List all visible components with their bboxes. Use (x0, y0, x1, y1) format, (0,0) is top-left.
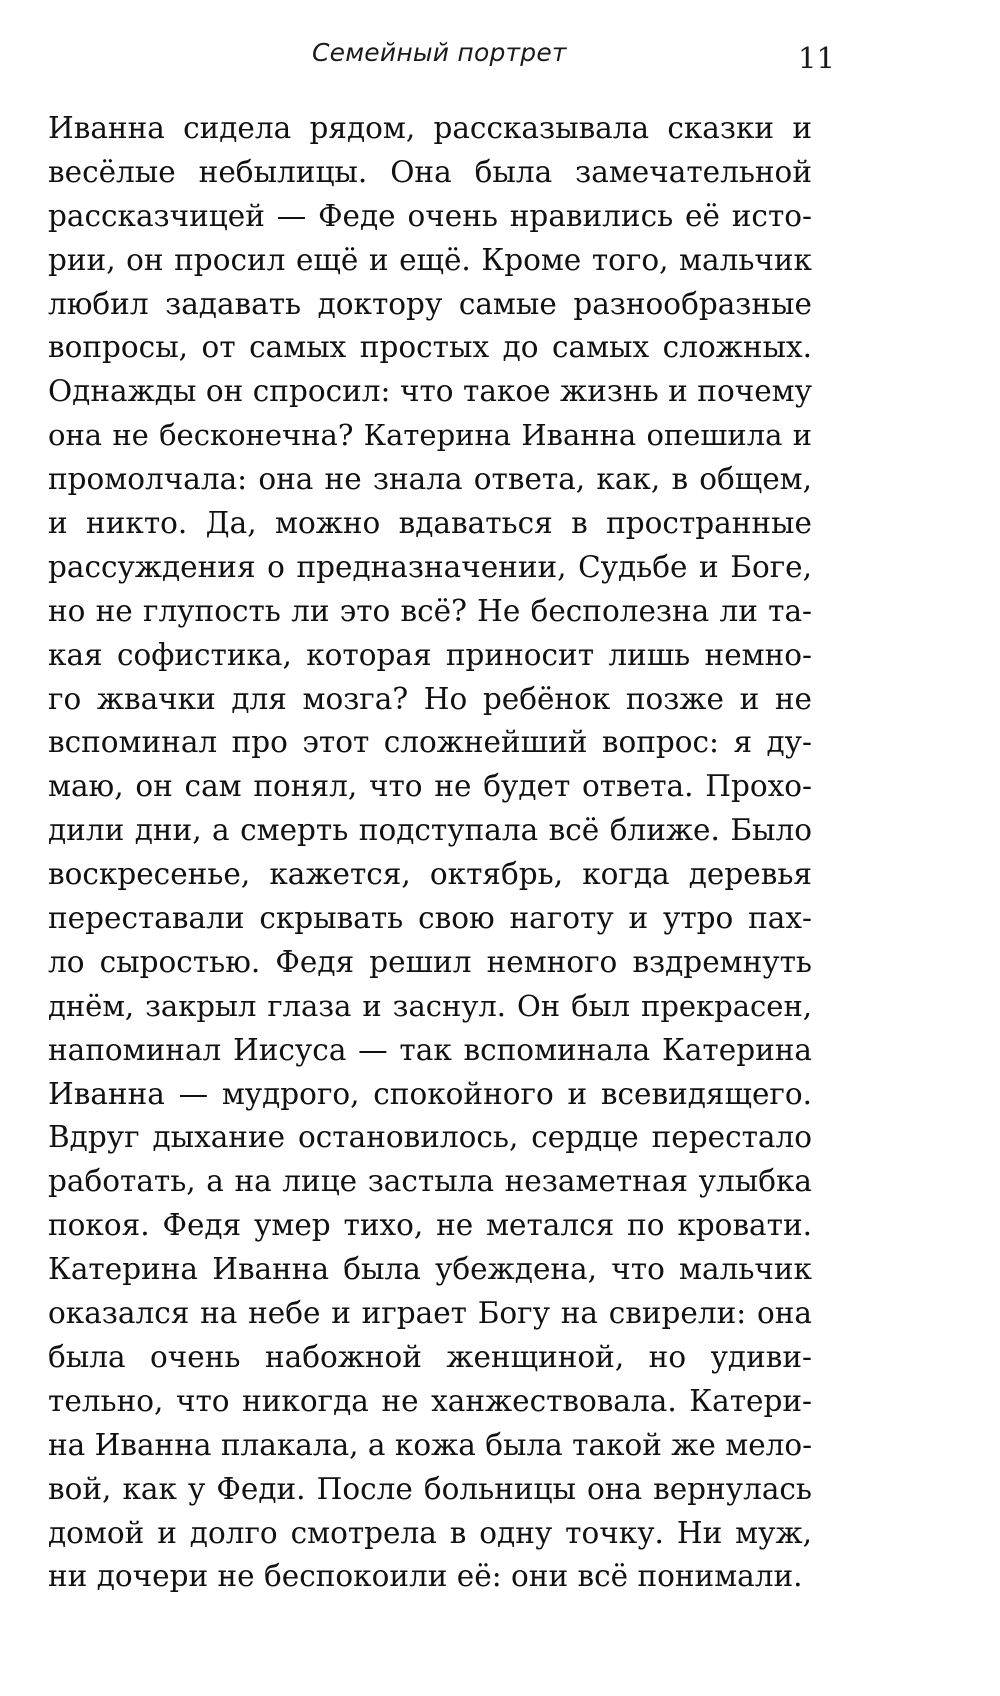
page-number: 11 (798, 41, 835, 75)
text-line: воскресенье, кажется, октябрь, когда деревья (48, 857, 812, 892)
text-line: промолчала: она не знала ответа, как, в общем, (48, 462, 812, 497)
text-line: Иванна сидела рядом, рассказывала сказки и (48, 111, 812, 145)
text-line: дили дни, а смерть подступала всё ближе. Было (48, 813, 812, 848)
text-line: домой и долго смотрела в одну точку. Ни муж, (48, 1515, 812, 1550)
text-line: вопросы, от самых простых до самых сложных. (48, 330, 812, 365)
text-line: Катерина Иванна была убеждена, что мальчик (48, 1252, 812, 1287)
body-text (48, 107, 812, 1599)
text-line: ло сыростью. Федя решил немного вздремнуть (48, 944, 812, 979)
text-line: работать, а на лице застыла незаметная улыбка (48, 1164, 812, 1199)
text-line: и никто. Да, можно вдаваться в пространные (48, 506, 812, 541)
text-line: вой, как у Феди. После больницы она вернулась (48, 1471, 812, 1506)
text-line: покоя. Федя умер тихо, не метался по кровати. (48, 1208, 812, 1243)
text-line: весёлые небылицы. Она была замечательной (48, 154, 812, 189)
text-line: переставали скрывать свою наготу и утро пах- (48, 901, 812, 936)
text-line: но не глупость ли это всё? Не бесполезна ли та- (48, 593, 812, 628)
text-line: напоминал Иисуса — так вспоминала Катерина (48, 1032, 812, 1067)
text-line: кая софистика, которая приносит лишь немно- (48, 637, 812, 672)
text-line: она не бесконечна? Катерина Иванна опешила и (48, 418, 812, 453)
text-line: была очень набожной женщиной, но удиви- (48, 1339, 812, 1374)
text-line: Вдруг дыхание остановилось, сердце перестало (48, 1120, 812, 1155)
text-line: рии, он просил ещё и ещё. Кроме того, мальчик (48, 242, 812, 277)
text-line: любил задавать доктору самые разнообразные (48, 286, 812, 321)
text-line: вспоминал про этот сложнейший вопрос: я ду- (48, 725, 812, 760)
text-line: оказался на небе и играет Богу на свирели: она (48, 1296, 812, 1331)
text-line: ни дочери не беспокоили её: они всё понимали. (48, 1559, 803, 1594)
text-line: го жвачки для мозга? Но ребёнок позже и не (48, 681, 812, 716)
text-line: маю, он сам понял, что не будет ответа. Прохо- (48, 769, 812, 804)
running-title: Семейный портрет (312, 38, 567, 67)
text-line: рассуждения о предназначении, Судьбе и Боге, (48, 549, 812, 584)
text-line: днём, закрыл глаза и заснул. Он был прекрасен, (48, 988, 812, 1023)
text-line: Однажды он спросил: что такое жизнь и почему (48, 374, 812, 409)
text-line: тельно, что никогда не ханжествовала. Катери- (48, 1383, 812, 1418)
text-line: рассказчицей — Феде очень нравились её исто- (48, 198, 812, 233)
text-line: Иванна — мудрого, спокойного и всевидящего. (48, 1076, 812, 1111)
text-line: на Иванна плакала, а кожа была такой же мело- (48, 1427, 812, 1462)
